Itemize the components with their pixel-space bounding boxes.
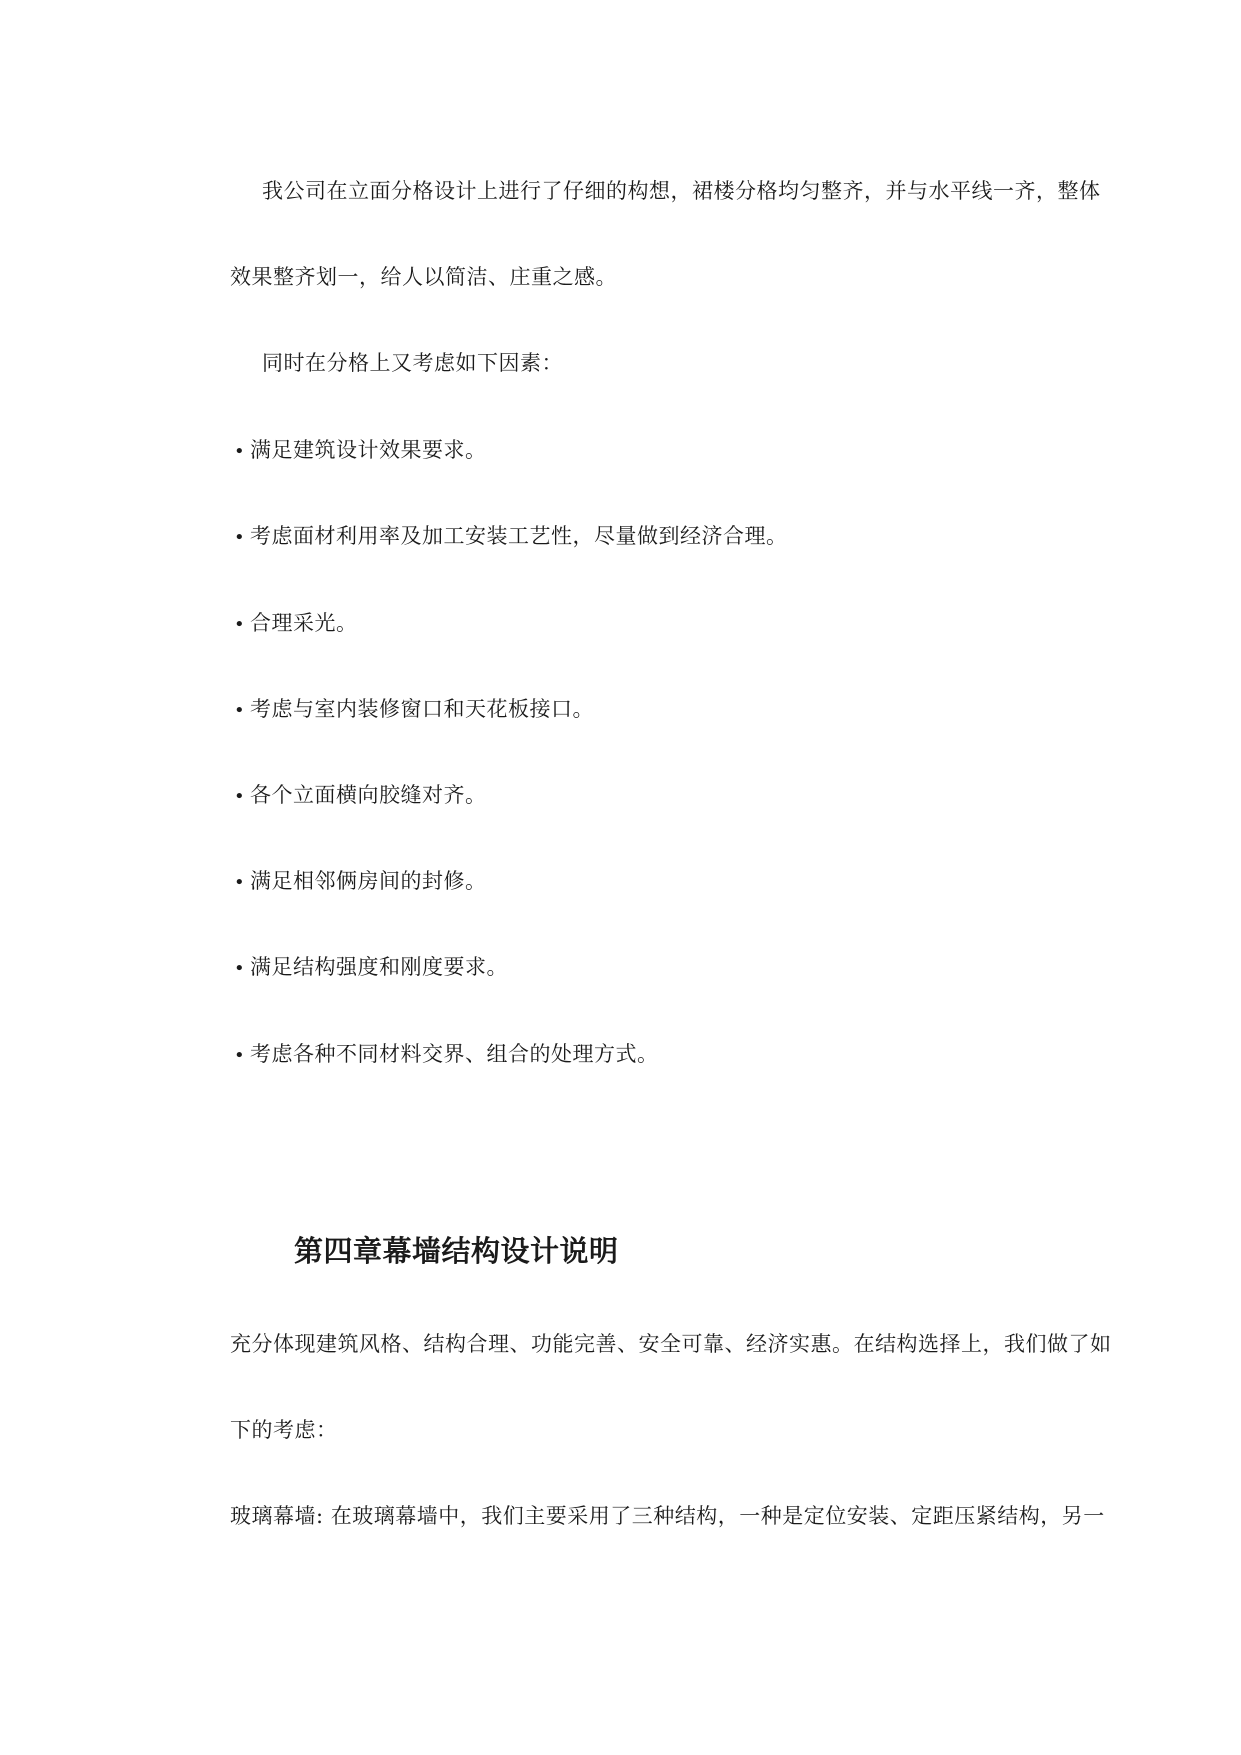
list-item: [234, 695, 594, 725]
chapter-heading: 第四章幕墙结构设计说明: [294, 1234, 619, 1268]
list-item: [234, 867, 487, 897]
bullet-icon: •: [234, 786, 246, 807]
list-item-text: 满足建筑设计效果要求。: [250, 438, 487, 462]
list-item-text: 各个立面横向胶缝对齐。: [250, 783, 487, 807]
list-item-text: 合理采光。: [250, 611, 358, 635]
list-item: [234, 436, 487, 466]
list-item: [234, 953, 508, 983]
paragraph-2: 同时在分格上又考虑如下因素：: [262, 351, 563, 375]
list-item: [234, 781, 487, 811]
bullet-icon: •: [234, 527, 246, 548]
bullet-icon: •: [234, 958, 246, 979]
bullet-icon: •: [234, 700, 246, 721]
list-item: [234, 609, 358, 639]
list-item: [234, 1040, 659, 1070]
list-item-text: 考虑面材利用率及加工安装工艺性，尽量做到经济合理。: [250, 524, 788, 548]
list-item-text: 满足相邻俩房间的封修。: [250, 869, 487, 893]
paragraph-3-line-1: 充分体现建筑风格、结构合理、功能完善、安全可靠、经济实惠。在结构选择上，我们做了如: [230, 1332, 1112, 1356]
list-item: [234, 522, 788, 552]
paragraph-1-line-2: 效果整齐划一，给人以简洁、庄重之感。: [230, 265, 617, 289]
paragraph-4-line-1: 玻璃幕墙: 在玻璃幕墙中，我们主要采用了三种结构，一种是定位安装、定距压紧结构，另一: [230, 1504, 1105, 1528]
list-item-text: 考虑各种不同材料交界、组合的处理方式。: [250, 1042, 659, 1066]
bullet-icon: •: [234, 872, 246, 893]
bullet-icon: •: [234, 441, 246, 462]
list-item-text: 满足结构强度和刚度要求。: [250, 955, 508, 979]
list-item-text: 考虑与室内装修窗口和天花板接口。: [250, 697, 594, 721]
bullet-icon: •: [234, 1045, 246, 1066]
paragraph-3-line-2: 下的考虑：: [230, 1418, 338, 1442]
bullet-icon: •: [234, 614, 246, 635]
paragraph-1-line-1: 我公司在立面分格设计上进行了仔细的构想，裙楼分格均匀整齐，并与水平线一齐，整体: [262, 179, 1101, 203]
